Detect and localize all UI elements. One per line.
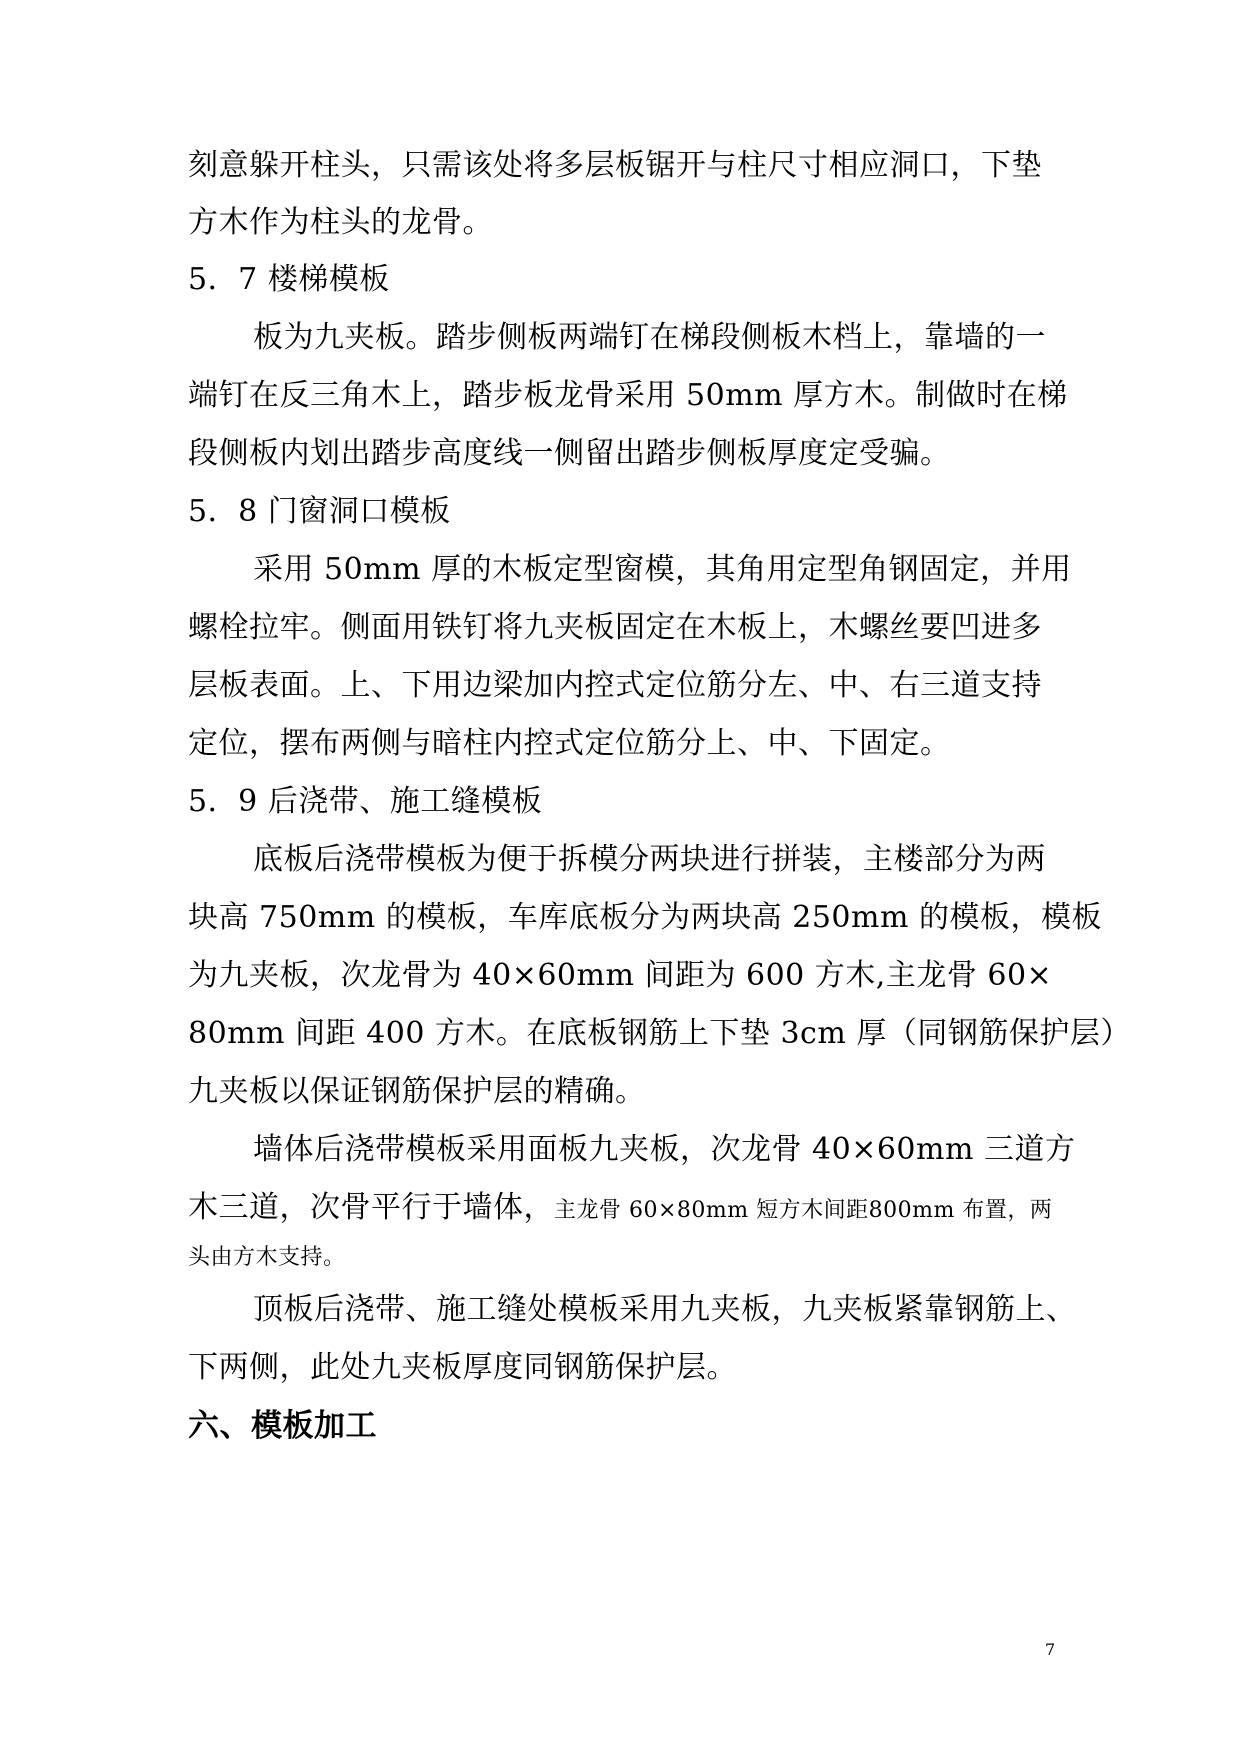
body-text-segment: 木三道，次骨平行于墙体， [188, 1190, 554, 1225]
body-text-line: 定位，摆布两侧与暗柱内控式定位筋分上、中、下固定。 [188, 726, 951, 761]
body-text-line: 板为九夹板。踏步侧板两端钉在梯段侧板木档上，靠墙的一 [253, 320, 1046, 355]
chapter-heading: 六、模板加工 [188, 1408, 377, 1444]
body-text-line [188, 1188, 1068, 1231]
body-text-line: 80mm 间距 400 方木。在底板钢筋上下垫 3cm 厚（同钢筋保护层） [188, 1016, 1131, 1051]
body-text-line: 顶板后浇带、施工缝处模板采用九夹板，九夹板紧靠钢筋上、 [253, 1292, 1077, 1327]
section-title-5-9: 5．9 后浇带、施工缝模板 [188, 784, 543, 819]
body-text-line: 层板表面。上、下用边梁加内控式定位筋分左、中、右三道支持 [188, 668, 1042, 703]
body-text-line: 块高 750mm 的模板，车库底板分为两块高 250mm 的模板，模板 [188, 900, 1102, 935]
body-text-line: 螺栓拉牢。侧面用铁钉将九夹板固定在木板上，木螺丝要凹进多 [188, 610, 1042, 645]
body-text-line: 为九夹板，次龙骨为 40×60mm 间距为 600 方木,主龙骨 60× [188, 958, 1053, 993]
page-number: 7 [1045, 1640, 1056, 1659]
body-text-line: 端钉在反三角木上，踏步板龙骨采用 50mm 厚方木。制做时在梯 [188, 378, 1068, 413]
body-text-line: 方木作为柱头的龙骨。 [188, 205, 493, 240]
body-text-line: 刻意躲开柱头，只需该处将多层板锯开与柱尺寸相应洞口，下垫 [188, 148, 1042, 183]
section-title-5-8: 5．8 门窗洞口模板 [188, 494, 451, 529]
body-text-line: 底板后浇带模板为便于拆模分两块进行拼装，主楼部分为两 [253, 842, 1046, 877]
body-text-line: 墙体后浇带模板采用面板九夹板，次龙骨 40×60mm 三道方 [253, 1132, 1076, 1167]
body-text-line: 九夹板以保证钢筋保护层的精确。 [188, 1074, 646, 1109]
section-title-5-7: 5．7 楼梯模板 [188, 262, 390, 297]
body-text-small-line: 头由方木支持。 [188, 1245, 346, 1270]
body-text-line: 采用 50mm 厚的木板定型窗模，其角用定型角钢固定，并用 [253, 552, 1072, 587]
body-text-small-segment: 主龙骨 60×80mm 短方木间距800mm 布置，两 [554, 1198, 1053, 1223]
body-text-line: 下两侧，此处九夹板厚度同钢筋保护层。 [188, 1350, 737, 1385]
body-text-line: 段侧板内划出踏步高度线一侧留出踏步侧板厚度定受骗。 [188, 436, 951, 471]
